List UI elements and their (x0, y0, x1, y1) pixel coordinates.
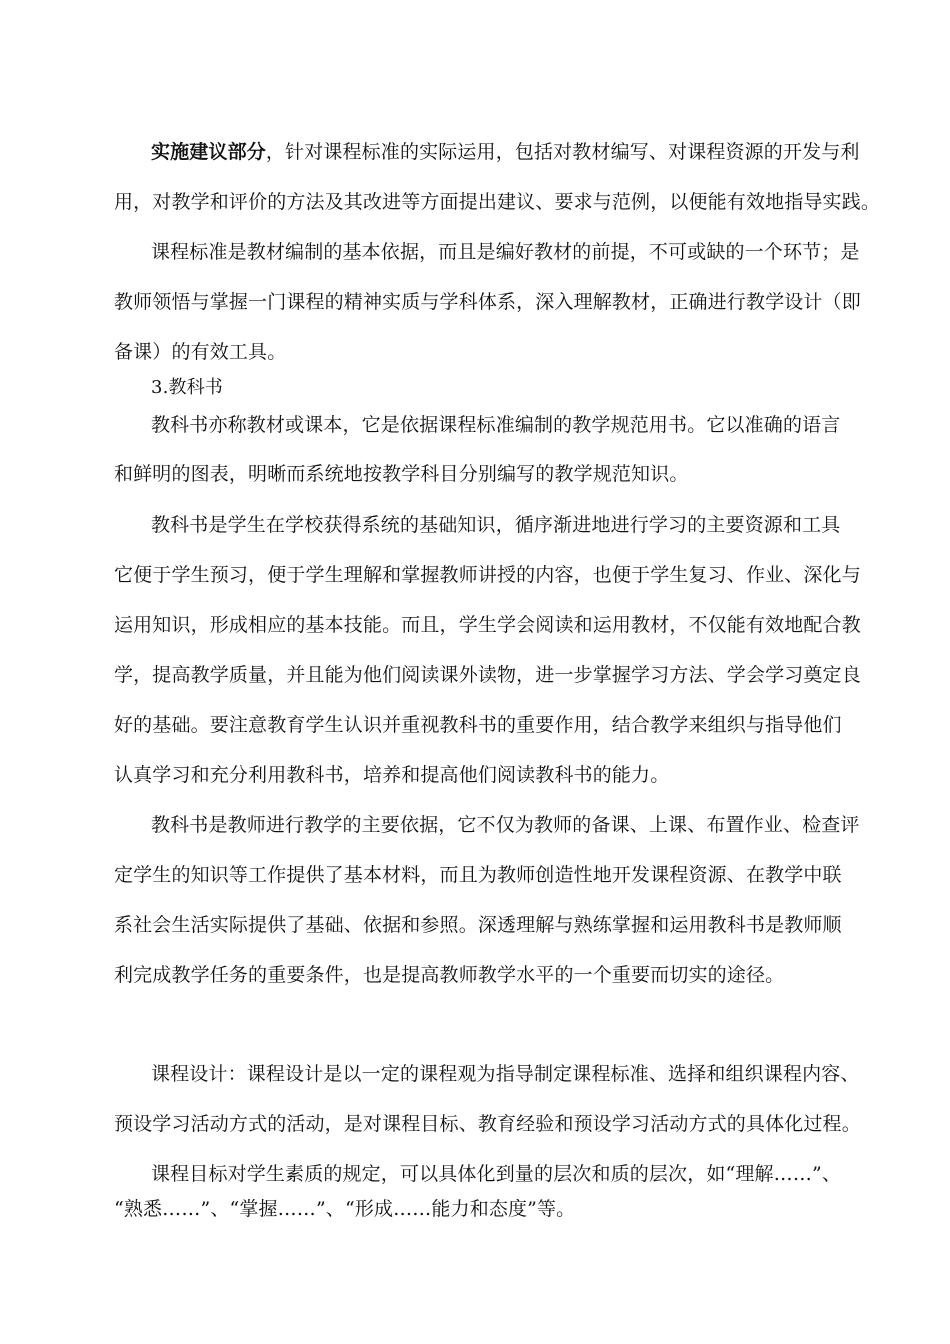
textbook-def-line-1: 教科书亦称教材或课本，它是依据课程标准编制的教学规范用书。它以准确的语言 (151, 414, 841, 436)
impl-line-1 (151, 139, 860, 165)
textbook-student-line-1: 教科书是学生在学校获得系统的基础知识，循序渐进地进行学习的主要资源和工具 (151, 514, 841, 536)
goal-line-2: “熟悉……”、“掌握……”、“形成……能力和态度”等。 (114, 1198, 576, 1220)
standard-line-1: 课程标准是教材编制的基本依据，而且是编好教材的前提，不可或缺的一个环节；是 (151, 241, 860, 263)
design-line-2: 预设学习活动方式的活动，是对课程目标、教育经验和预设学习活动方式的具体化过程。 (114, 1113, 861, 1135)
standard-line-2: 教师领悟与掌握一门课程的精神实质与学科体系，深入理解教材，正确进行教学设计（即 (114, 291, 861, 313)
textbook-def-line-2: 和鲜明的图表，明晰而系统地按教学科目分别编写的教学规范知识。 (114, 463, 689, 485)
impl-line-1-rest: ，针对课程标准的实际运用，包括对教材编写、对课程资源的开发与利 (265, 141, 860, 163)
impl-bold-lead: 实施建议部分 (151, 141, 266, 163)
textbook-teacher-line-1: 教科书是教师进行教学的主要依据，它不仅为教师的备课、上课、布置作业、检查评 (151, 814, 860, 836)
goal-line-1-tail: 如“理解……”、 (706, 1163, 841, 1185)
impl-line-2: 用，对教学和评价的方法及其改进等方面提出建议、要求与范例，以便能有效地指导实践。 (114, 191, 881, 213)
goal-line-1 (151, 1161, 844, 1187)
textbook-teacher-line-4: 利完成教学任务的重要条件，也是提高教师教学水平的一个重要而切实的途径。 (114, 964, 785, 986)
design-line-1: 课程设计：课程设计是以一定的课程观为指导制定课程标准、选择和组织课程内容、 (151, 1063, 860, 1085)
standard-line-3: 备课）的有效工具。 (114, 341, 287, 363)
textbook-teacher-line-2: 定学生的知识等工作提供了基本材料，而且为教师创造性地开发课程资源、在教学中联 (114, 864, 842, 886)
heading-textbook: 3.教科书 (151, 377, 223, 398)
goal-line-1-main: 课程目标对学生素质的规定，可以具体化到量的层次和质的层次， (151, 1163, 707, 1185)
textbook-student-line-6: 认真学习和充分利用教科书，培养和提高他们阅读教科书的能力。 (114, 764, 670, 786)
textbook-teacher-line-3: 系社会生活实际提供了基础、依据和参照。深透理解与熟练掌握和运用教科书是教师顺 (114, 914, 842, 936)
textbook-student-line-3: 运用知识，形成相应的基本技能。而且，学生学会阅读和运用教材，不仅能有效地配合教 (114, 614, 861, 636)
textbook-student-line-4: 学，提高教学质量，并且能为他们阅读课外读物，进一步掌握学习方法、学会学习奠定良 (114, 664, 861, 686)
textbook-student-line-2: 它便于学生预习，便于学生理解和掌握教师讲授的内容，也便于学生复习、作业、深化与 (114, 564, 861, 586)
textbook-student-line-5: 好的基础。要注意教育学生认识并重视教科书的重要作用，结合教学来组织与指导他们 (114, 714, 842, 736)
